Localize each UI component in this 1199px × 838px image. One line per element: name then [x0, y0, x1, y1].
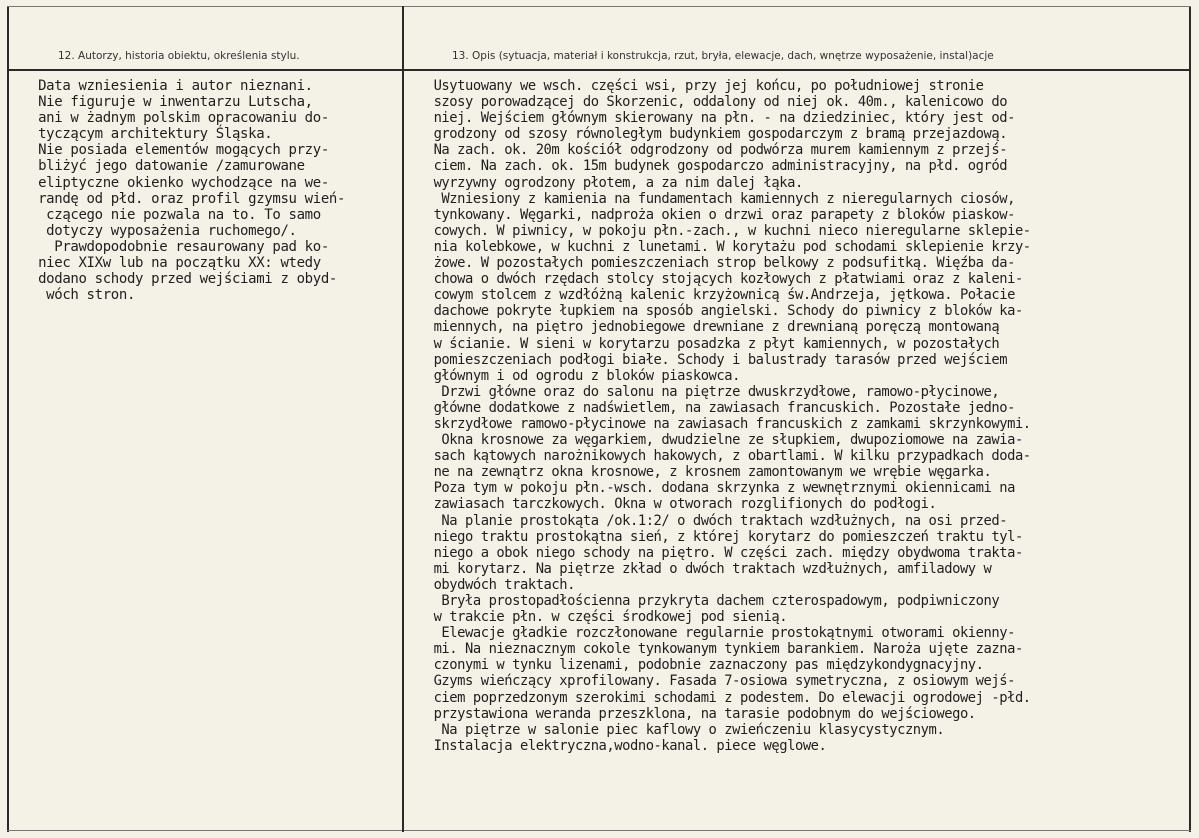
history-text-line: Data wzniesienia i autor nieznani.: [30, 78, 313, 94]
card-border-right: [1189, 6, 1191, 832]
description-text-line: Instalacja elektryczna,wodno-kanal. piece węglowe.: [410, 737, 827, 754]
description-text-line: żowe. W pozostałych pomieszczeniach strop belkowy z podsufitką. Więźba da-: [410, 255, 1015, 272]
history-text-line: dodano schody przed wejściami z obyd-: [30, 271, 337, 288]
description-text-line: sach kątowych narożnikowych hakowych, z obartlami. W kilku przypadkach doda-: [410, 448, 1031, 465]
header-rule: [7, 69, 1191, 71]
description-text-line: pomieszczeniach podłogi białe. Schody i balustrady tarasów przed wejściem: [410, 351, 1008, 368]
description-text-line: mi korytarz. Na piętrze zkład o dwóch traktach wzdłużnych, amfiladowy w: [410, 560, 992, 577]
description-text-line: cowym stolcem z wzdłóżną kalenic krzyżownicą św.Andrzeja, jętkowa. Połacie: [410, 287, 1015, 304]
history-text-line: czącego nie pozwala na to. To samo: [30, 206, 321, 223]
description-text-line: szosy porowadzącej do Skorzenic, oddalony od niej ok. 40m., kalenicowo do: [410, 94, 1008, 111]
description-text-line: ne na zewnątrz okna krosnowe, z krosnem zamontowanym we wrębie węgarka.: [410, 464, 992, 481]
description-text-line: tynkowany. Węgarki, nadproża okien o drzwi oraz parapety z bloków piaskow-: [410, 206, 1015, 223]
description-text-line: Gzyms wieńczący xprofilowany. Fasada 7-osiowa symetryczna, z osiowym wejś-: [410, 673, 1015, 690]
description-text-line: wyrzywny ogrodzony płotem, a za nim dalej łąka.: [410, 174, 803, 191]
card-border-left: [7, 6, 9, 832]
history-text-line: Nie figuruje w inwentarzu Lutscha,: [30, 94, 313, 111]
description-text-line: Na zach. ok. 20m kościół odgrodzony od podwórza murem kamiennym z przejś-: [410, 142, 1008, 159]
description-text-line: ciem poprzedzonym szerokimi schodami z podestem. Do elewacji ogrodowej -płd.: [410, 689, 1031, 706]
history-text-line: bliżyć jego datowanie /zamurowane: [30, 158, 305, 175]
description-text-line: Usytuowany we wsch. części wsi, przy jej końcu, po południowej stronie: [410, 78, 984, 94]
history-text-column: [30, 78, 345, 303]
description-text-line: Drzwi główne oraz do salonu na piętrze dwuskrzydłowe, ramowo-płycinowe,: [410, 383, 1000, 400]
description-text-line: Wzniesiony z kamienia na fundamentach kamiennych z nieregularnych ciosów,: [410, 190, 1015, 207]
description-text-line: nia kolebkowe, w kuchni z lunetami. W korytażu pod schodami sklepienie krzy-: [410, 238, 1031, 255]
description-text-line: grodzony od szosy równoległym budynkiem gospodarczym z bramą przejazdową.: [410, 126, 1008, 143]
description-text-line: obydwóch traktach.: [410, 576, 575, 593]
description-text-line: przystawiona weranda przeszklona, na tarasie podobnym do wejściowego.: [410, 705, 976, 722]
description-text-line: w trakcie płn. w części środkowej pod sienią.: [410, 609, 788, 626]
description-text-line: dachowe pokryte łupkiem na sposób angielski. Schody do piwnicy z bloków ka-: [410, 303, 1023, 320]
description-text-line: niej. Wejściem głównym skierowany na płn. - na dziedziniec, który jest od-: [410, 110, 1015, 127]
history-text-line: eliptyczne okienko wychodzące na we-: [30, 174, 329, 191]
description-text-line: niego a obok niego schody na piętro. W części zach. między obydwoma trakta-: [410, 544, 1023, 561]
description-text-line: Bryła prostopadłościenna przykryta dachem czterospadowym, podpiwniczony: [410, 593, 1000, 609]
history-text-line: niec XIXw lub na początku XX: wtedy: [30, 255, 321, 272]
description-text-line: miennych, na piętro jednobiegowe drewniane z drewnianą poręczą montowaną: [410, 319, 1000, 336]
description-text-line: cowych. W piwnicy, w pokoju płn.-zach., w kuchni nieco nieregularne sklepie-: [410, 222, 1031, 239]
history-text-line: tyczącym architektury Śląska.: [30, 126, 273, 143]
description-text-line: zawiasach tarczkowych. Okna w otworach rozglifionych do podłogi.: [410, 496, 937, 513]
history-text-line: ani w żadnym polskim opracowaniu do-: [30, 110, 329, 127]
section-12-heading: 12. Autorzy, historia obiektu, określenia stylu.: [58, 50, 300, 62]
description-text-line: Elewacje gładkie rozczłonowane regularnie prostokątnymi otworami okienny-: [410, 625, 1015, 642]
description-text-column: [410, 78, 1031, 754]
description-text-line: ciem. Na zach. ok. 15m budynek gospodarczo administracyjny, na płd. ogród: [410, 158, 1008, 175]
history-text-line: randę od płd. oraz profil gzymsu wień-: [30, 190, 346, 207]
description-text-line: głównym i od ogrodu z bloków piaskowca.: [410, 367, 740, 384]
description-text-line: główne dodatkowe z nadświetlem, na zawiasach francuskich. Pozostałe jedno-: [410, 399, 1015, 416]
description-text-line: Na planie prostokąta /ok.1:2/ o dwóch traktach wzdłużnych, na osi przed-: [410, 512, 1008, 529]
section-13-heading: 13. Opis (sytuacja, materiał i konstrukcja, rzut, bryła, elewacje, dach, wnętrze wyposażenie, instal)acje: [452, 50, 994, 62]
description-text-line: w ścianie. W sieni w korytarzu posadzka z płyt kamiennych, w pozostałych: [410, 335, 1000, 352]
description-text-line: Poza tym w pokoju płn.-wsch. dodana skrzynka z wewnętrznymi okiennicami na: [410, 480, 1015, 497]
description-text-line: mi. Na nieznacznym cokole tynkowanym tynkiem barankiem. Naroża ujęte zazna-: [410, 641, 1023, 658]
description-text-line: skrzydłowe ramowo-płycinowe na zawiasach francuskich z zamkami skrzynkowymi.: [410, 415, 1031, 432]
history-text-line: wóch stron.: [30, 287, 136, 304]
history-text-line: Prawdopodobnie resaurowany pad ko-: [30, 238, 329, 255]
card-border-top: [7, 6, 1191, 7]
description-text-line: czonymi w tynku lizenami, podobnie zaznaczony pas międzykondygnacyjny.: [410, 657, 984, 674]
card-border-bottom: [7, 830, 1191, 831]
history-text-line: Nie posiada elementów mogących przy-: [30, 142, 329, 159]
description-text-line: Na piętrze w salonie piec kaflowy o zwieńczeniu klasycystycznym.: [410, 721, 945, 738]
description-text-line: chowa o dwóch rzędach stolcy stojących kozłowych z płatwiami oraz z kaleni-: [410, 271, 1023, 288]
description-text-line: niego traktu prostokątna sień, z której korytarz do pomieszczeń traktu tyl-: [410, 528, 1023, 545]
description-text-line: Okna krosnowe za węgarkiem, dwudzielne ze słupkiem, dwupoziomowe na zawia-: [410, 432, 1023, 449]
history-text-line: dotyczy wyposażenia ruchomego/.: [30, 222, 297, 239]
column-divider: [402, 6, 404, 832]
